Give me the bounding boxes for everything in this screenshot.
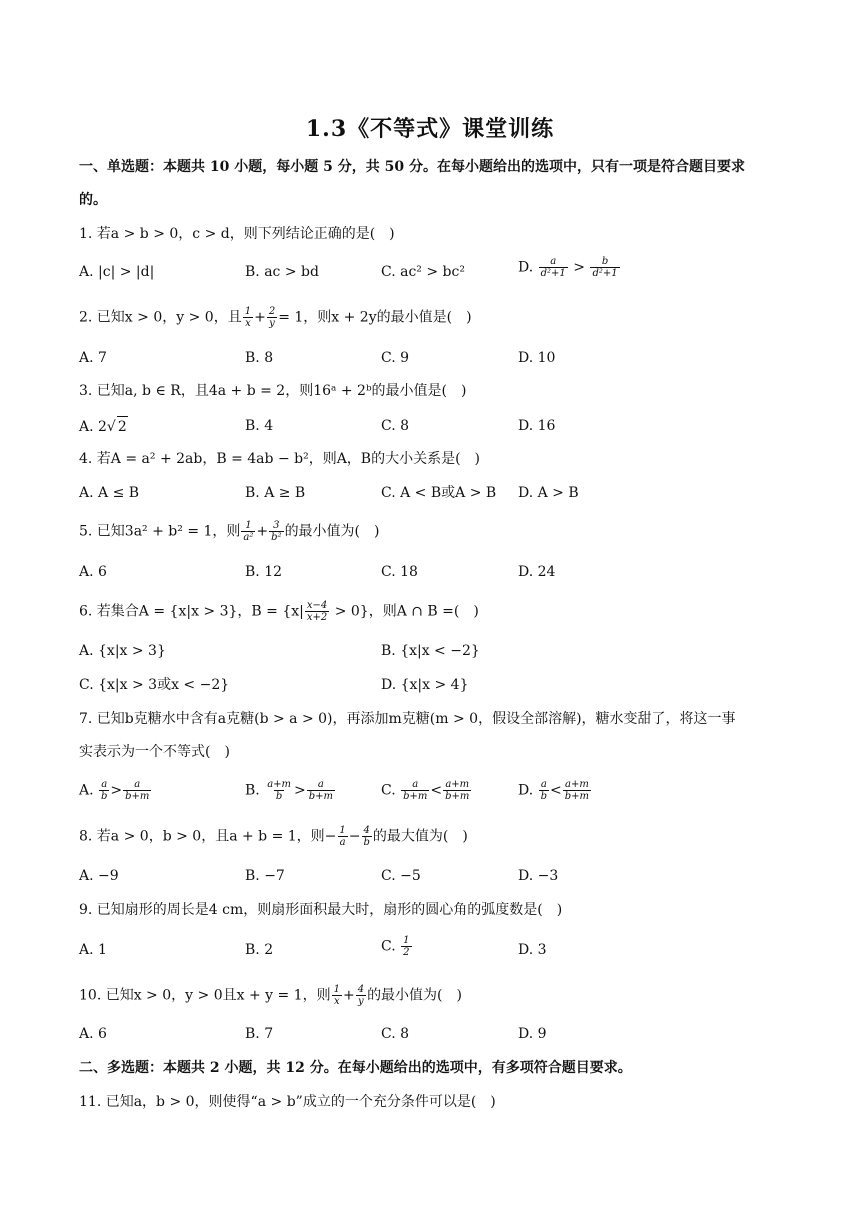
question-6-stem [79,600,479,623]
q7-c-prefix: C. [381,782,401,799]
q10-num-1: 1 [333,984,340,995]
question-11-stem: 11. 已知a，b > 0，则使得“a > b”成立的一个充分条件可以是( ) [79,1094,496,1110]
q1-d-num-2: b [601,256,609,267]
question-3-stem: 3. 已知a, b ∈ R，且4a + b = 2，则16ᵃ + 2ᵇ的最小值是( ) [79,383,467,399]
question-4-stem: 4. 若A = a² + 2ab，B = 4ab − b²，则A，B的大小关系是( ) [79,451,481,467]
question-8-stem [79,825,468,848]
question-5-stem [79,520,380,543]
q7-b-prefix: B. [245,782,265,799]
q6-post: > 0}，则A ∩ B =( ) [330,603,479,620]
q2-mid: + [254,309,266,326]
q3-a-radicand: 2 [117,416,128,437]
q2-option-c: C. 9 [381,350,410,366]
q6-pre: 6. 若集合A = {x|x > 3}，B = {x| [79,603,304,620]
q10-frac-1 [332,984,342,1007]
q2-den-2: y [269,318,275,329]
q8-pre: 8. 若a > 0，b > 0，且a + b = 1，则− [79,828,337,845]
q7-b-op: > [294,782,306,799]
q7-c-den-2: b+m [445,791,470,802]
q2-option-b: B. 8 [245,350,274,366]
q5-pre: 5. 已知3a² + b² = 1，则 [79,523,241,540]
q7-b-frac-1 [265,779,293,802]
q7-d-den-1: b [540,791,548,802]
q3-option-d: D. 16 [518,418,556,434]
q7-option-c [381,779,472,802]
q3-option-c: C. 8 [381,418,410,434]
q7-option-a [79,779,152,802]
q3-option-a [79,416,128,437]
q10-option-d: D. 9 [518,1026,547,1042]
q7-d-frac-1 [539,779,549,802]
question-7-stem-line2: 实表示为一个不等式( ) [79,744,230,760]
q3-a-prefix: A. 2 [79,419,107,435]
question-2-stem [79,306,472,329]
q7-c-num-1: a [412,779,419,790]
page-title: 1.3《不等式》课堂训练 [305,116,555,142]
q5-post: 的最小值为( ) [284,523,380,540]
sqrt-symbol-icon: √ [106,419,116,435]
q7-d-den-2: b+m [564,791,590,802]
q7-d-prefix: D. [518,782,538,799]
q5-mid: + [256,523,269,540]
q1-option-c: C. ac² > bc² [381,264,465,280]
q6-option-c: C. {x|x > 3或x < −2} [79,677,230,693]
q1-d-den-1: d²+1 [540,268,566,279]
q7-b-num-1: a+m [267,779,292,790]
q9-c-prefix: C. [381,938,401,955]
q7-a-den-2: b+m [125,791,150,802]
q5-frac-1 [241,520,255,543]
q6-den: x+2 [306,612,328,623]
q1-d-prefix: D. [518,259,538,276]
q7-c-frac-1 [401,779,429,802]
q2-option-d: D. 10 [518,350,556,366]
q1-d-frac-1 [539,256,568,279]
q10-option-b: B. 7 [245,1026,274,1042]
q6-option-b: B. {x|x < −2} [381,643,480,659]
q8-option-b: B. −7 [245,868,285,884]
q2-pre: 2. 已知x > 0，y > 0，且 [79,309,242,326]
q2-post: = 1，则x + 2y的最小值是( ) [278,309,472,326]
q5-option-d: D. 24 [518,564,556,580]
q1-d-den-2: d²+1 [592,268,618,279]
q8-option-a: A. −9 [79,868,119,884]
q5-den-2: b² [271,532,282,543]
q9-c-frac [401,935,411,958]
section1-header-line1: 一、单选题：本题共 10 小题，每小题 5 分，共 50 分。在每小题给出的选项中，只有一项是符合题目要求 [79,159,745,175]
question-9-stem: 9. 已知扇形的周长是4 cm，则扇形面积最大时，扇形的圆心角的弧度数是( ) [79,902,563,918]
q8-num-2: 4 [363,825,370,836]
q9-option-a: A. 1 [79,942,107,958]
q5-num-1: 1 [245,520,252,531]
q5-option-c: C. 18 [381,564,418,580]
q9-c-den: 2 [403,947,410,958]
q9-c-num: 1 [403,935,410,946]
q9-option-c [381,935,413,958]
q1-d-op: > [568,259,590,276]
q7-a-num-1: a [101,779,108,790]
q5-den-1: a² [243,532,254,543]
q7-a-frac-1 [99,779,109,802]
q8-frac-2 [362,825,372,848]
q7-b-frac-2 [307,779,335,802]
q6-option-a: A. {x|x > 3} [79,643,166,659]
q8-num-1: 1 [339,825,346,836]
q4-option-c: C. A < B或A > B [381,485,497,501]
q5-option-a: A. 6 [79,564,107,580]
q8-mid: − [348,828,361,845]
q10-option-a: A. 6 [79,1026,107,1042]
q7-b-den-1: b [275,791,283,802]
q2-num-1: 1 [244,306,252,317]
q4-option-a: A. A ≤ B [79,485,140,501]
q7-option-b [245,779,336,802]
q7-c-den-1: b+m [403,791,428,802]
q7-a-num-2: a [134,779,141,790]
q2-frac-1 [243,306,253,329]
q10-den-2: y [358,996,364,1007]
q2-den-1: x [245,318,251,329]
q1-d-frac-2 [590,256,619,279]
question-10-stem [79,984,462,1007]
q6-option-d: D. {x|x > 4} [381,677,469,693]
q8-frac-1 [337,825,347,848]
q10-mid: + [342,987,355,1004]
q7-a-den-1: b [101,791,108,802]
section2-header: 二、多选题：本题共 2 小题，共 12 分。在每小题给出的选项中，有多项符合题目要求。 [79,1060,632,1076]
q5-num-2: 3 [273,520,280,531]
q7-a-frac-2 [123,779,151,802]
q3-option-b: B. 4 [245,418,274,434]
q7-d-num-2: a+m [565,779,589,790]
section1-header-line2: 的。 [79,192,107,208]
q2-option-a: A. 7 [79,350,107,366]
question-1-stem: 1. 若a > b > 0，c > d，则下列结论正确的是( ) [79,226,395,242]
q10-frac-2 [356,984,366,1007]
q7-a-prefix: A. [79,782,99,799]
q7-c-op: < [430,782,443,799]
q4-option-d: D. A > B [518,485,579,501]
q7-a-op: > [110,782,123,799]
q7-d-op: < [550,782,562,799]
q7-c-num-2: a+m [445,779,470,790]
q4-option-b: B. A ≥ B [245,485,306,501]
q10-den-1: x [333,996,340,1007]
q9-option-d: D. 3 [518,942,547,958]
q8-option-c: C. −5 [381,868,421,884]
q10-num-2: 4 [357,984,365,995]
q5-frac-2 [269,520,283,543]
q8-post: 的最大值为( ) [372,828,468,845]
q1-option-a: A. |c| > |d| [79,264,155,280]
q10-pre: 10. 已知x > 0，y > 0且x + y = 1，则 [79,987,331,1004]
q8-den-1: a [339,837,346,848]
q9-option-b: B. 2 [245,942,274,958]
q2-num-2: 2 [268,306,276,317]
q7-b-num-2: a [317,779,324,790]
q7-d-frac-2 [563,779,591,802]
q7-d-num-1: a [540,779,547,790]
q8-den-2: b [363,837,370,848]
q10-option-c: C. 8 [381,1026,410,1042]
q5-option-b: B. 12 [245,564,283,580]
q8-option-d: D. −3 [518,868,559,884]
q2-frac-2 [267,306,277,329]
q1-option-b: B. ac > bd [245,264,319,280]
q7-option-d [518,779,592,802]
q1-d-num-1: a [550,256,557,267]
q7-b-den-2: b+m [308,791,334,802]
q7-c-frac-2 [443,779,471,802]
q6-frac [305,600,329,623]
question-7-stem-line1: 7. 已知b克糖水中含有a克糖(b > a > 0)，再添加m克糖(m > 0，假设全部溶解)，糖水变甜了，将这一事 [79,711,736,727]
q10-post: 的最小值为( ) [367,987,462,1004]
q1-option-d [518,256,621,279]
q6-num: x−4 [306,600,328,611]
